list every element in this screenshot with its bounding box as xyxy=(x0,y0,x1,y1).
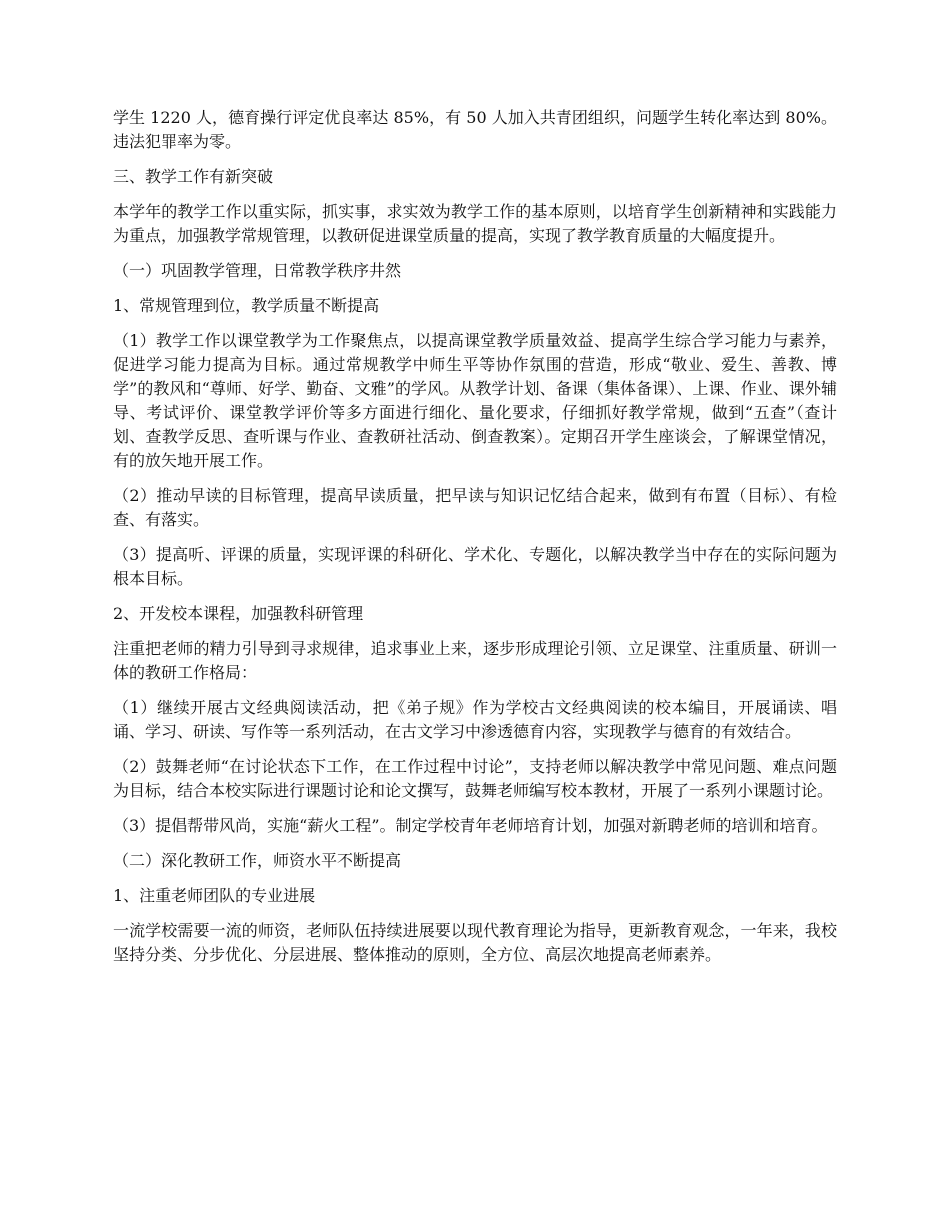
paragraph-research-pattern: 注重把老师的精力引导到寻求规律，追求事业上来，逐步形成理论引领、立足课堂、注重质量、研训一体的教研工作格局： xyxy=(113,639,837,682)
paragraph-teacher-quality: 一流学校需要一流的师资，老师队伍持续进展要以现代教育理论为指导，更新教育观念，一年来，我校坚持分类、分步优化、分层进展、整体推动的原则，全方位、高层次地提高老师素养。 xyxy=(113,921,837,964)
paragraph-classroom-focus: （1）教学工作以课堂教学为工作聚焦点，以提高课堂教学质量效益、提高学生综合学习能力与素养，促进学习能力提高为目标。通过常规教学中师生平等协作氛围的营造，形成“敬业、爱生、善教、博学”的教风和“尊师、好学、勤奋、文雅”的学风。从教学计划、备课（集体备课）、上课、作业、课外辅导、考试评价、课堂教学评价等多方面进行细化、量化要求，仔细抓好教学常规，做到“五查”（查计划、查教学反思、查听课与作业、查教研社活动、倒查教案）。定期召开学生座谈会，了解课堂情况，有的放矢地开展工作。 xyxy=(113,331,837,470)
document-page xyxy=(113,106,837,978)
item-heading-school-curriculum: 2、开发校本课程，加强教科研管理 xyxy=(113,604,364,623)
paragraph-morning-reading: （2）推动早读的目标管理，提高早读质量，把早读与知识记忆结合起来，做到有布置（目标）、有检查、有落实。 xyxy=(113,486,837,529)
section-heading-teaching: 三、教学工作有新突破 xyxy=(113,167,274,186)
paragraph-teaching-intro: 本学年的教学工作以重实际，抓实事，求实效为教学工作的基本原则，以培育学生创新精神和实践能力为重点，加强教学常规管理，以教研促进课堂质量的提高，实现了教学教育质量的大幅度提升。 xyxy=(113,202,837,245)
subheading-teaching-management: （一）巩固教学管理，日常教学秩序井然 xyxy=(113,261,402,280)
item-heading-teacher-development: 1、注重老师团队的专业进展 xyxy=(113,886,316,905)
paragraph-teacher-research: （2）鼓舞老师“在讨论状态下工作，在工作过程中讨论”，支持老师以解决教学中常见问题、难点问题为目标，结合本校实际进行课题讨论和论文撰写，鼓舞老师编写校本教材，开展了一系列小课题讨论。 xyxy=(113,757,837,800)
paragraph-student-stats: 学生 1220 人，德育操行评定优良率达 85%，有 50 人加入共青团组织，问题学生转化率达到 80%。违法犯罪率为零。 xyxy=(113,108,837,151)
paragraph-classics-reading: （1）继续开展古文经典阅读活动，把《弟子规》作为学校古文经典阅读的校本编目，开展诵读、唱诵、学习、研读、写作等一系列活动，在古文学习中渗透德育内容，实现教学与德育的有效结合。 xyxy=(113,698,837,741)
subheading-teaching-research: （二）深化教研工作，师资水平不断提高 xyxy=(113,851,402,870)
item-heading-routine-management: 1、常规管理到位，教学质量不断提高 xyxy=(113,296,380,315)
paragraph-lesson-evaluation: （3）提高听、评课的质量，实现评课的科研化、学术化、专题化，以解决教学当中存在的实际问题为根本目标。 xyxy=(113,545,837,588)
paragraph-mentoring: （3）提倡帮带风尚，实施“薪火工程”。制定学校青年老师培育计划，加强对新聘老师的培训和培育。 xyxy=(113,816,828,835)
